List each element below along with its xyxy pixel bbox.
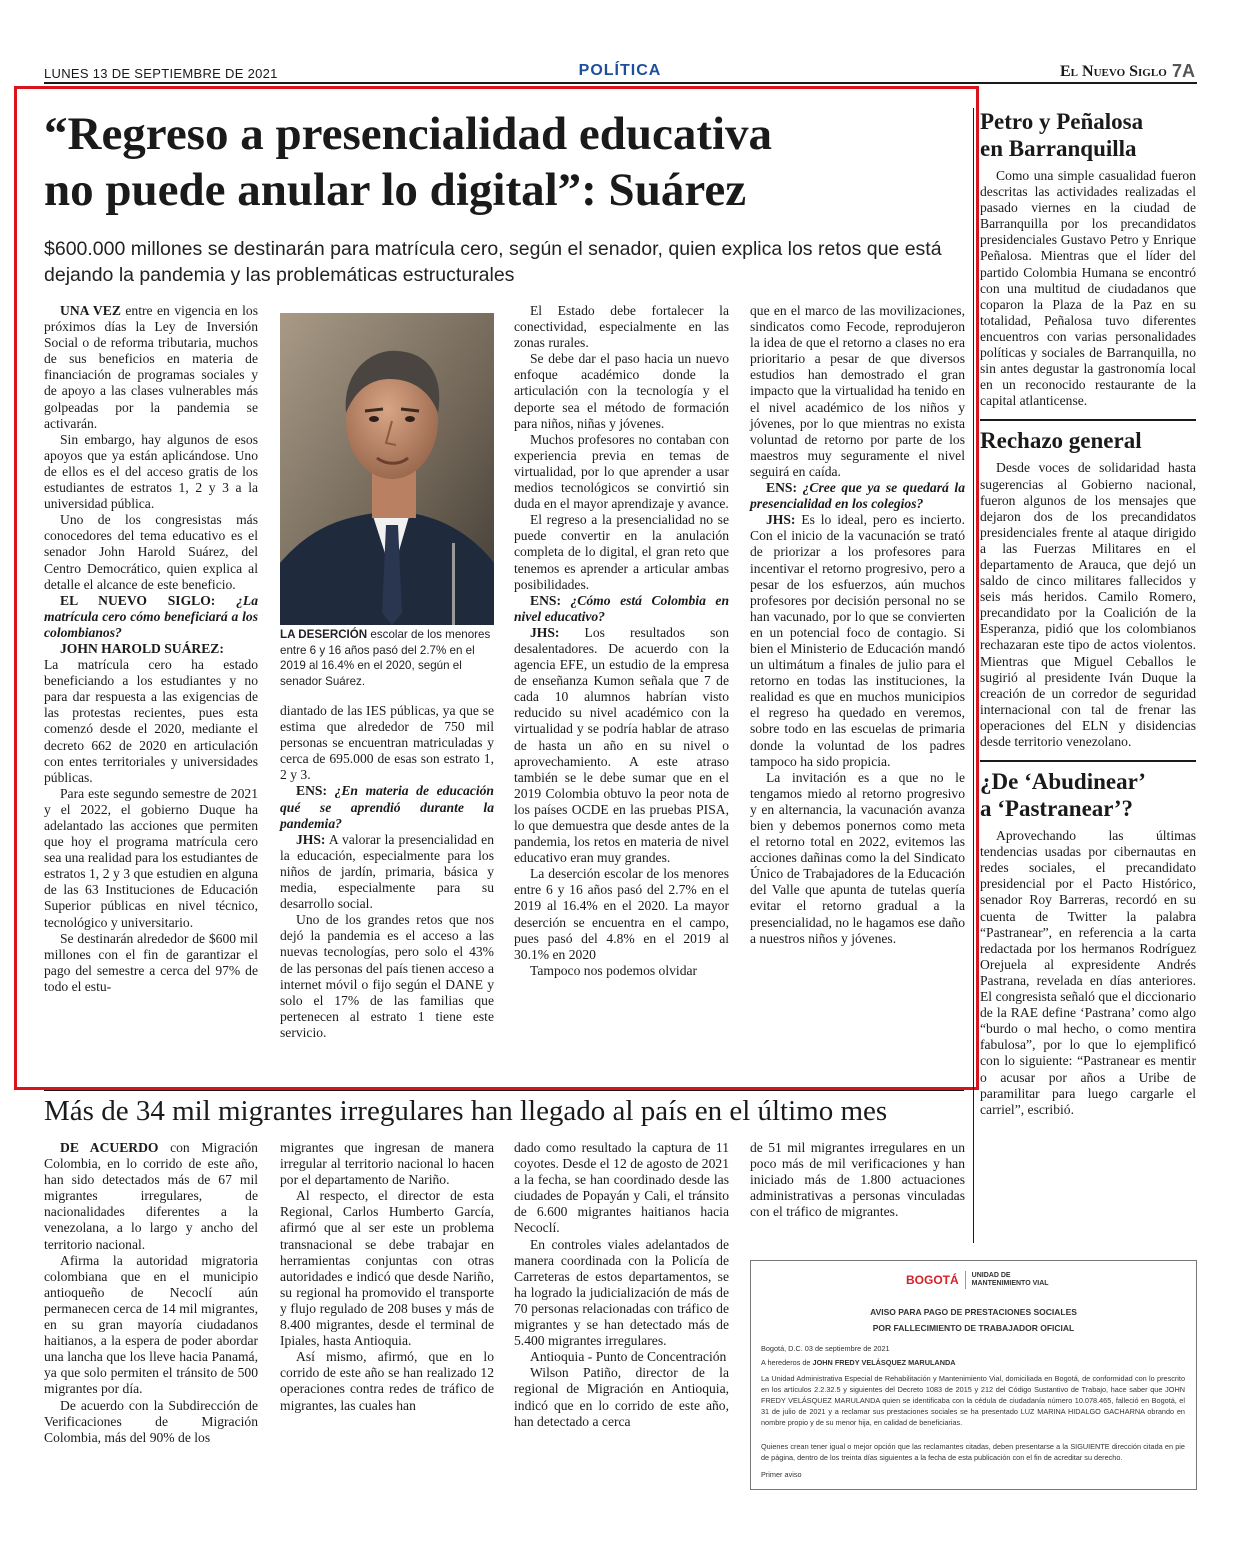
page-number: 7A xyxy=(1172,61,1196,81)
paragraph: que en el marco de las movilizaciones, sindicatos como Fecode, reprodujeron la idea de que el retorno a clases no era prioritario a pesar de que diversos estudios han demostrado el gran impacto que la virtualidad ha tenido en el nivel académico de los niños y jóvenes, por lo que mientras no exista voluntad de retorno por parte de los maestros muy seguramente el nivel seguirá en caída. xyxy=(750,303,965,479)
notice-date: Bogotá, D.C. 03 de septiembre de 2021 xyxy=(761,1344,890,1353)
main-headline-line2: no puede anular lo digital”: Suárez xyxy=(44,164,747,216)
paragraph: Para este segundo semestre de 2021 y el 2022, el gobierno Duque ha adelantado las acciones que permiten que hoy el programa matrícula cero sea una realidad para los estudiantes de estratos 1, 2 y 3 que estudien en alguna de las 63 Instituciones de Educación Superior públicas en nivel técnico, tecnológico y universitario. xyxy=(44,785,258,930)
sidebar-title-1: Petro y Peñalosa en Barranquilla xyxy=(980,109,1144,161)
main-column-2 xyxy=(280,703,494,1041)
paragraph: Uno de los congresistas más conocedores del tema educativo es el senador John Harold Suárez, del Centro Democrático, quien explica al detalle el alcance de este beneficio. xyxy=(44,512,258,592)
newspaper-name: El Nuevo Siglo xyxy=(1060,63,1167,80)
paragraph: La deserción escolar de los menores entre 6 y 16 años pasó del 2.7% en el 2019 al 16.4% en el 2020. La mayor deserción se encuentra en el campo, pues pasó del 4.8% en el 2019 al 30.1% en 2020 xyxy=(514,866,729,962)
paragraph: de 51 mil migrantes irregulares en un poco más de mil verificaciones y han iniciado más de 1.800 actuaciones administrativas a personas vinculadas con el tráfico de migrantes. xyxy=(750,1140,965,1220)
second-column-3 xyxy=(514,1140,729,1430)
senator-photo xyxy=(280,313,494,625)
sidebar-title-3: ¿De ‘Abudinear’ a ‘Pastranear’? xyxy=(980,769,1146,822)
paragraph: En controles viales adelantados de manera coordinada con la Policía de Carreteras de estos departamentos, se ha logrado la judicialización de más de 70 personas relacionadas con tráfico de migrantes y se han detectado más de 5.400 migrantes irregulares. xyxy=(514,1236,729,1349)
paragraph: Afirma la autoridad migratoria colombiana que en el municipio antioqueño de Necoclí aún permanecen cerca de 14 mil migrantes, en su gran mayoría ciudadanos haitianos, a la espera de poder abordar una lancha que los lleve hacia Panamá, ya que solo permiten el tránsito de 500 migrantes por día. xyxy=(44,1252,258,1397)
notice-logo xyxy=(906,1271,1049,1289)
portrait-illustration xyxy=(280,313,494,625)
legal-notice xyxy=(750,1260,1197,1490)
question: EL NUEVO SIGLO: ¿La matrícula cero cómo beneficiará a los colombianos? xyxy=(44,592,259,640)
second-column-4 xyxy=(750,1140,965,1220)
sidebar-title-2: Rechazo general xyxy=(980,428,1142,454)
paragraph: Se destinarán alrededor de $600 mil millones con el fin de garantizar el pago del semestre a cerca del 97% de todo el estu- xyxy=(44,930,258,994)
answer: JHS: A valorar la presencialidad en la educación, especialmente para los niños de jardín, primaria, básica y media, especialmente para su desarrollo social. xyxy=(280,831,494,912)
entity-name: UNIDAD DE MANTENIMIENTO VIAL xyxy=(971,1272,1049,1287)
notice-body-2: Quienes crean tener igual o mejor opción que las reclamantes citadas, deben presentarse a la SIGUIENTE dirección citada en pie de página, dentro de los treinta días siguientes a la fecha de esta publicación con el fin de acreditar su derecho. xyxy=(761,1442,1185,1462)
answer: JHS: Los resultados son desalentadores. De acuerdo con la agencia EFE, un estudio de la empresa de enseñanza Kumon señala que 7 de cada 10 alumnos habrían visto reducido su nivel académico con la virtualidad y se podría hablar de atraso de hasta un año en su nivel o aprovechamiento. A este atraso también se le debe sumar que en el 2019 Colombia obtuvo la peor nota de los países OCDE en las pruebas PISA, lo que demuestra que desde antes de la pandemia, los retos en materia de nivel educativo eran muy grandes. xyxy=(514,624,729,866)
lead-in: DE ACUERDO xyxy=(60,1140,159,1155)
main-column-1 xyxy=(44,303,258,995)
bogota-logo: BOGOTÁ xyxy=(906,1273,959,1287)
sidebar-text-3: Aprovechando las últimas tendencias usadas por cibernautas en redes sociales, el precandidato presidencial por el Pacto Histórico, senador Roy Barreras, recordó en su cuenta de Twitter la palabra “Pastranear”, en referencia a la carta redactada por los hermanos Rodríguez Orejuela al expresidente Andrés Pastrana, revelada en días anteriores. El congresista señaló que el diccionario de la RAE define ‘Pastrana’ como algo “burdo o mal hecho, o como mentira fabulosa”, por lo que lo ejemplificó con lo siguiente: “Pastranear es mentir o acusar por años a Uribe de paramilitar para luego cargarle el carriel”, escribió. xyxy=(980,828,1196,1117)
paragraph: Se debe dar el paso hacia un nuevo enfoque académico donde la articulación con la tecnología y el deporte sea el método de formación para niños, niñas y jóvenes. xyxy=(514,351,729,431)
sidebar-rule xyxy=(973,108,974,1243)
main-dek: $600.000 millones se destinarán para matrícula cero, según el senador, quien explica los retos que está dejando la pandemia y las problemáticas estructurales xyxy=(44,238,942,286)
paragraph: entre en vigencia en los próximos días la Ley de Inversión Social o de reforma tributaria, muchos de sus beneficios en materia de financiación de programas sociales y de apoyo a las clases vulnerables más golpeadas por la pandemia se activarán. xyxy=(44,303,258,431)
paragraph: El Estado debe fortalecer la conectividad, especialmente en las zonas rurales. xyxy=(514,303,729,351)
sidebar xyxy=(980,108,1196,1118)
notice-footer: Primer aviso xyxy=(761,1470,802,1479)
article-divider xyxy=(44,1090,964,1091)
sidebar-divider xyxy=(980,419,1196,421)
speaker-name: JOHN HAROLD SUÁREZ: xyxy=(60,640,224,656)
paragraph: El regreso a la presencialidad no se puede convertir en la anulación completa de lo digital, el gran reto que tenemos es aprender a articular ambas posibilidades. xyxy=(514,512,729,592)
main-column-4 xyxy=(750,303,965,947)
paragraph: La invitación es a que no le tengamos miedo al retorno progresivo y en alternancia, la vacunación avanza bien y debemos ponernos como meta el retorno total en 2022, evitemos las acciones dañinas como la del Sindicato Único de Trabajadores de la Educación del Valle que apunta de tutelas quería evitar el retorno gradual a la presencialidad, no le hagamos ese daño a nuestros niños y jóvenes. xyxy=(750,769,965,946)
paragraph: Al respecto, el director de esta Regional, Carlos Humberto García, afirmó que al ser este un problema transnacional se debe trabajar en herramientas conjuntas con otras autoridades e indicó que desde Nariño, su regional ha promovido el transporte y flujo regulado de 208 buses y más de 8.400 migrantes, desde el terminal de Ipiales, hasta Antioquia. xyxy=(280,1188,494,1349)
second-column-2 xyxy=(280,1140,494,1414)
subhead: Antioquia - Punto de Concentración xyxy=(530,1349,727,1365)
question: ENS: ¿En materia de educación qué se aprendió durante la pandemia? xyxy=(280,783,494,831)
paragraph: Tampoco nos podemos olvidar xyxy=(530,962,698,978)
main-headline xyxy=(44,106,964,218)
paragraph: Wilson Patiño, director de la regional de Migración en Antioquia, indicó que en lo corrido de este año, han detectado a cerca xyxy=(514,1365,729,1429)
paragraph: Uno de los grandes retos que nos dejó la pandemia es el acceso a las nuevas tecnologías, pero solo el 43% de las personas del país tienen acceso a internet móvil o fijo según el DANE y solo el 17% de las familias que pertenecen al estrato 1 tiene este servicio. xyxy=(280,912,494,1040)
paragraph: diantado de las IES públicas, ya que se estima que alrededor de 750 mil personas se encuentran matriculadas y cerca de 695.000 de esas son estrato 1, 2 y 3. xyxy=(280,703,494,783)
second-headline: Más de 34 mil migrantes irregulares han llegado al país en el último mes xyxy=(44,1095,888,1127)
answer: JHS: Es lo ideal, pero es incierto. Con el inicio de la vacunación se trató de priorizar a los profesores para incentivar el retorno progresivo, pero a pesar de los esfuerzos, aún muchos profesores por decisión personal no se han vacunado, por lo que se convierten en un potencial foco de contagio. Si bien el Ministerio de Educación mandó un ultimátum a finales de julio para el retorno en todas las instituciones, la realidad es que en muchos municipios el regreso ha quedado en veremos, sobre todo en las escuelas de primaria donde la voluntad de los padres tampoco ha sido propicia. xyxy=(750,512,965,769)
header-rule xyxy=(44,82,1197,84)
notice-subtitle: POR FALLECIMIENTO DE TRABAJADOR OFICIAL xyxy=(872,1323,1075,1333)
question: ENS: ¿Cree que ya se quedará la presencialidad en los colegios? xyxy=(750,480,965,512)
issue-date: LUNES 13 DE SEPTIEMBRE DE 2021 xyxy=(44,66,278,81)
main-headline-line1: “Regreso a presencialidad educativa xyxy=(44,108,773,160)
paragraph: Sin embargo, hay algunos de esos apoyos que ya están aplicándose. Uno de ellos es el del acceso gratis de los estudiantes de estratos 1, 2 y 3 a la universidad pública. xyxy=(44,431,258,512)
lead-in: UNA VEZ xyxy=(60,303,121,318)
main-column-3 xyxy=(514,303,729,979)
paragraph: De acuerdo con la Subdirección de Verificaciones de Migración Colombia, más del 90% de los xyxy=(44,1397,258,1445)
sidebar-text-2: Desde voces de solidaridad hasta sugerencias al Gobierno nacional, fueron algunos de los mensajes que dejaron dos de los precandidatos presidenciales frente al ataque dirigido a las Fuerzas Militares en el departamento de Arauca, que dejó un saldo de cinco militares fallecidos y seis más heridos. Camilo Romero, precandidato por la Coalición de la Esperanza, pidió que los colombianos rechazaran este tipo de actos violentos. Mientras que Miguel Ceballos le sugirió al presidente Iván Duque la creación de un corredor de seguridad internacional con tal de frenar las operaciones del ELN y disidencias desde territorio venezolano. xyxy=(980,460,1196,749)
paragraph: Muchos profesores no contaban con experiencia previa en temas de virtualidad, por lo que aprender a usar medios tecnológicos se convirtió sin duda en el mayor aprendizaje y avance. xyxy=(514,431,729,512)
second-column-1: DE ACUERDO con Migración Colombia, en lo corrido de este año, han sido detectados más de 67 mil migrantes irregulares, de nacionalidades diferentes a la venezolana, a lo largo y ancho del territorio nacional. Afirma la autoridad migratoria colombiana que en el municipio antioqueño de Necoclí aún permanecen cerca de 14 mil migrantes, en su gran mayoría ciudadanos haitianos, a la espera de poder abordar una lancha que los lleve hacia Panamá, ya que solo permiten el tránsito de 500 migrantes por día. De acuerdo con la Subdirección de Verificaciones de Migración Colombia, más del 90% de los xyxy=(44,1140,258,1445)
photo-caption: LA DESERCIÓN escolar de los menores entre 6 y 16 años pasó del 2.7% en el 2019 al 16.4% en el 2020, según el senador Suárez. xyxy=(280,628,491,688)
question: ENS: ¿Cómo está Colombia en nivel educativo? xyxy=(514,592,729,624)
notice-body: La Unidad Administrativa Especial de Rehabilitación y Mantenimiento Vial, domiciliada en Bogotá, de conformidad con lo prescrito en los artículos 2.2.32.5 y siguientes del Decreto 1083 de 2015 y 212 del Código Sustantivo de Trabajo, hace saber que JOHN FREDY VELÁSQUEZ MARULANDA quien se identificaba con la cédula de ciudadanía número 10.078.465, falleció en Bogotá, el 31 de julio de 2021 y a reclamar sus prestaciones sociales se ha presentado LUZ MARINA HIDALGO GACHARNA obrando en nombre propio y de su menor hija, en calidad de beneficiarias. xyxy=(761,1374,1185,1427)
paragraph: dado como resultado la captura de 11 coyotes. Desde el 12 de agosto de 2021 a la fecha, se han coordinado desde las ciudades de Popayán y Cali, el tránsito de 6.600 migrantes haitianos hacia Necoclí. xyxy=(514,1140,729,1236)
answer: La matrícula cero ha estado beneficiando a los estudiantes y no para dar respuesta a las exigencias de las protestas recientes, pues esta comenzó desde el 2020, mediante el decreto 662 de 2020 en articulación con entes territoriales y universidades públicas. xyxy=(44,657,258,785)
notice-title: AVISO PARA PAGO DE PRESTACIONES SOCIALES xyxy=(870,1307,1077,1317)
paragraph: Así mismo, afirmó, que en lo corrido de este año se han realizado 12 operaciones contra redes de tráfico de migrantes, las cuales han xyxy=(280,1349,494,1413)
paragraph: migrantes que ingresan de manera irregular al territorio nacional lo hacen por el departamento de Nariño. xyxy=(280,1140,494,1188)
sidebar-divider xyxy=(980,760,1196,762)
sidebar-text-1: Como una simple casualidad fueron descritas las actividades realizadas el pasado viernes en la ciudad de Barranquilla por los precandidatos presidenciales Gustavo Petro y Enrique Peñalosa. Mientras que el líder del partido Colombia Humana se encontró con una multitud de ciudadanos que coparon la Plaza de la Paz en su totalidad, Peñalosa tuvo diferentes encuentros con varias personalidades políticas y sociales de Barranquilla, no sin antes degustar la gastronomía local en un reconocido restaurante de la capital atlanticense. xyxy=(980,168,1196,409)
section-name: POLÍTICA xyxy=(578,62,662,79)
notice-heirs: A herederos de JOHN FREDY VELÁSQUEZ MARULANDA xyxy=(761,1358,956,1367)
